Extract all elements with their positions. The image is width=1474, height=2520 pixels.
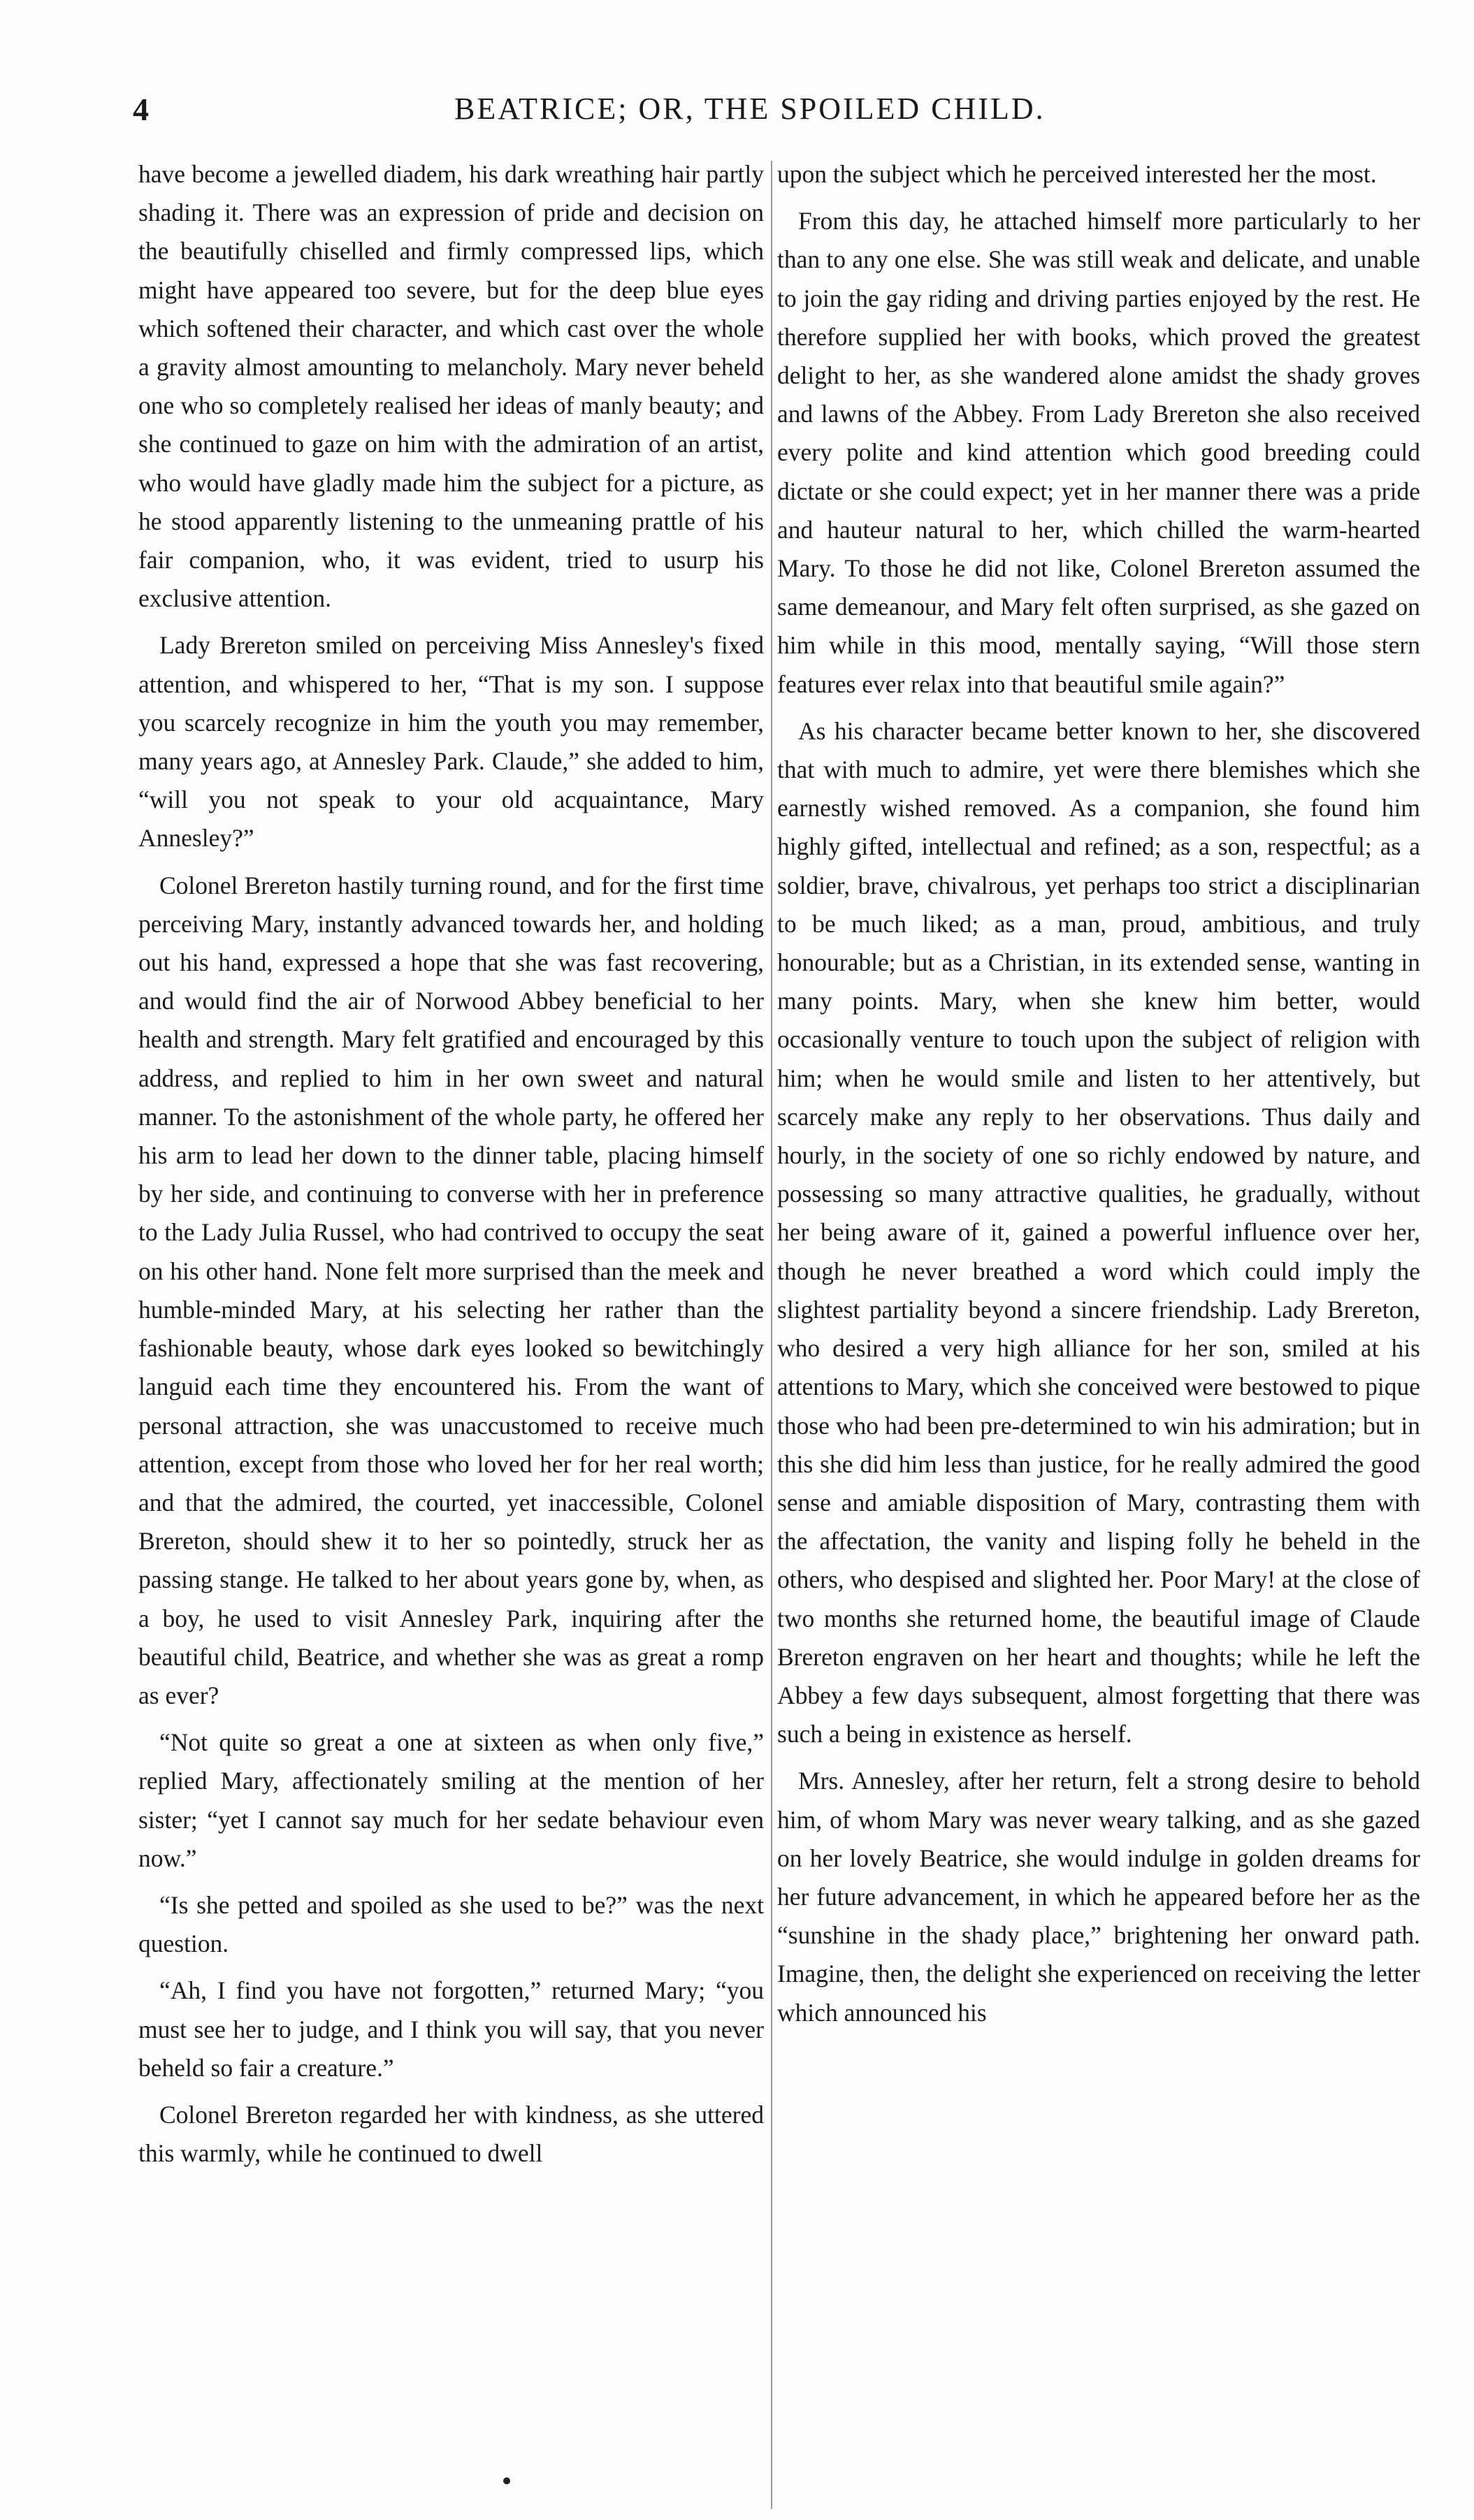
page-header <box>133 91 1412 140</box>
paragraph: Colonel Brereton regarded her with kindness, as she uttered this warmly, while he continued to dwell <box>138 2100 764 2168</box>
paragraph: “Not quite so great a one at sixteen as when only five,” replied Mary, affectionately smiling at the mention of her sister; “yet I cannot say much for her sedate behaviour even now.” <box>138 1728 764 1872</box>
paragraph: From this day, he attached himself more particularly to her than to any one else. She was still weak and delicate, and unable to join the gay riding and driving parties enjoyed by the rest. He therefore supplied her with books, which proved the greatest delight to her, as she wandered alone amidst the shady groves and lawns of the Abbey. From Lady Brereton she also received every polite and kind attention which good breeding could dictate or she could expect; yet in her manner there was a pride and hauteur natural to her, which chilled the warm-hearted Mary. To those he did not like, Colonel Brereton assumed the same demeanour, and Mary felt often surprised, as she gazed on him while in this mood, mentally saying, “Will those stern features ever relax into that beautiful smile again?” <box>777 207 1420 698</box>
paragraph: “Ah, I find you have not forgotten,” returned Mary; “you must see her to judge, and I think you will say, that you never beheld so fair a creature.” <box>138 1976 764 2082</box>
running-title: BEATRICE; OR, THE SPOILED CHILD. <box>454 92 1046 126</box>
paragraph: Colonel Brereton hastily turning round, and for the first time perceiving Mary, instantly advanced towards her, and holding out his hand, expressed a hope that she was fast recovering, and would find the air of Norwood Abbey beneficial to her health and strength. Mary felt gratified and encouraged by this address, and replied to him in her own sweet and natural manner. To the astonishment of the whole party, he offered her his arm to lead her down to the dinner table, placing himself by her side, and continuing to converse with her in preference to the Lady Julia Russel, who had contrived to occupy the seat on his other hand. None felt more surprised than the meek and humble-minded Mary, at his selecting her rather than the fashionable beauty, whose dark eyes looked so bewitchingly languid each time they encountered his. From the want of personal attraction, she was unaccustomed to receive much attention, except from those who loved her for her real worth; and that the admired, the courted, yet inaccessible, Colonel Brereton, should shew it to her so pointedly, struck her as passing stange. He talked to her about years gone by, when, as a boy, he used to visit Annesley Park, inquiring after the beautiful child, Beatrice, and whether she was as great a romp as ever? <box>138 871 764 1709</box>
right-column <box>777 155 1420 2041</box>
paragraph: Mrs. Annesley, after her return, felt a strong desire to behold him, of whom Mary was never weary talking, and as she gazed on her lovely Beatrice, she would indulge in golden dreams for her future advancement, in which he appeared before her as the “sunshine in the shady place,” brightening her onward path. Imagine, then, the delight she experienced on receiving the letter which announced his <box>777 1767 1420 2027</box>
paragraph: Lady Brereton smiled on perceiving Miss Annesley's fixed attention, and whispered to her, “That is my son. I suppose you scarcely recognize in him the youth you may remember, many years ago, at Annesley Park. Claude,” she added to him, “will you not speak to your old acquaintance, Mary Annesley?” <box>138 631 764 853</box>
paragraph: “Is she petted and spoiled as she used to be?” was the next question. <box>138 1890 764 1958</box>
paragraph: have become a jewelled diadem, his dark wreathing hair partly shading it. There was an expression of pride and decision on the beautifully chiselled and firmly compressed lips, which might have appeared too severe, but for the deep blue eyes which softened their character, and which cast over the whole a gravity almost amounting to melancholy. Mary never beheld one who so completely realised her ideas of manly beauty; and she continued to gaze on him with the admiration of an artist, who would have gladly made him the subject for a picture, as he stood apparently listening to the unmeaning prattle of his fair companion, who, it was evident, tried to usurp his exclusive attention. <box>138 160 764 613</box>
column-divider <box>771 161 772 2509</box>
paragraph: As his character became better known to her, she discovered that with much to admire, yet were there blemishes which she earnestly wished removed. As a companion, she found him highly gifted, intellectual and refined; as a son, respectful; as a soldier, brave, chivalrous, yet perhaps too strict a disciplinarian to be much liked; as a man, proud, ambitious, and truly honourable; but as a Christian, in its extended sense, wanting in many points. Mary, when she knew him better, would occasionally venture to touch upon the subject of religion with him; when he would smile and listen to her attentively, but scarcely make any reply to her observations. Thus daily and hourly, in the society of one so richly endowed by nature, and possessing so many attractive qualities, he gradually, without her being aware of it, gained a powerful influence over her, though he never breathed a word which could imply the slightest partiality beyond a sincere friendship. Lady Brereton, who desired a very high alliance for her son, smiled at his attentions to Mary, which she conceived were bestowed to pique those who had been pre-determined to win his admiration; but in this she did him less than justice, for he really admired the good sense and amiable disposition of Mary, contrasting them with the affectation, the vanity and lisping folly he beheld in the others, who despised and slighted her. Poor Mary! at the close of two months she returned home, the beautiful image of Claude Brereton engraven on her heart and thoughts; while he left the Abbey a few days subsequent, almost forgetting that there was such a being in existence as herself. <box>777 716 1420 1748</box>
page-number: 4 <box>133 92 149 127</box>
footer-dot <box>503 2477 510 2484</box>
left-column <box>138 155 764 2181</box>
paragraph: upon the subject which he perceived interested her the most. <box>777 160 1377 188</box>
